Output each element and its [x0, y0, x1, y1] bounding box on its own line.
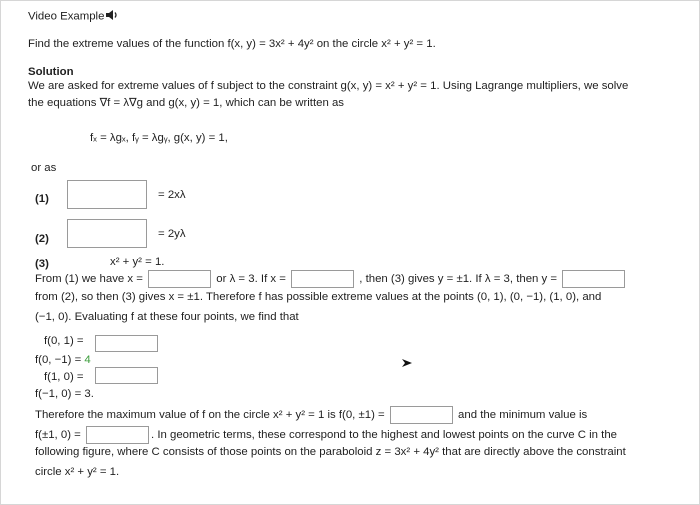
- from-line2: from (2), so then (3) gives x = ±1. Therefore f has possible extreme values at the points (0, 1), (0, −1), (1, 0), and: [35, 291, 602, 303]
- eval-f-1-0-label: f(1, 0) =: [44, 371, 84, 383]
- conclusion-p1: Therefore the maximum value of f on the circle x² + y² = 1 is f(0, ±1) =: [35, 409, 385, 422]
- problem-statement: [28, 38, 436, 50]
- or-as-label: or as: [31, 162, 57, 174]
- conclusion-line2: [35, 426, 617, 444]
- eval-f-neg1-0-label: f(−1, 0) =: [35, 388, 82, 400]
- eval-f-1-0-box[interactable]: [95, 367, 158, 384]
- max-value-box[interactable]: [390, 406, 453, 424]
- conclusion-line1: [35, 406, 587, 424]
- cursor-arrow-icon: [401, 358, 413, 371]
- eval-f-0-1-label: f(0, 1) =: [44, 335, 84, 347]
- conclusion-p2: and the minimum value is: [458, 409, 588, 422]
- lagrange-equations: fₓ = λgₓ, fᵧ = λgᵧ, g(x, y) = 1,: [90, 132, 228, 144]
- video-example-title[interactable]: [28, 9, 119, 24]
- problem-prefix: Find the extreme values of the function: [28, 38, 228, 50]
- eval-f-1-0: [44, 371, 84, 383]
- solution-intro-line2: the equations ∇f = λ∇g and g(x, y) = 1, which can be written as: [28, 97, 344, 109]
- eq1-label: (1): [35, 193, 49, 205]
- from-p2: or λ = 3. If x =: [216, 273, 286, 286]
- min-value-box[interactable]: [86, 426, 149, 444]
- problem-mid: on the circle: [313, 38, 382, 50]
- eval-f-neg1-0: [35, 388, 94, 400]
- conclusion-p3: f(±1, 0) =: [35, 429, 81, 442]
- conclusion-line4: circle x² + y² = 1.: [35, 466, 120, 478]
- eq2-answer-box[interactable]: [67, 219, 147, 248]
- conclusion-p4: . In geometric terms, these correspond to the highest and lowest points on the curve C in the: [151, 429, 618, 442]
- problem-function: f(x, y) = 3x² + 4y²: [227, 38, 314, 50]
- eval-f-0-neg1-label: f(0, −1) =: [35, 354, 82, 366]
- eq3-label: (3): [35, 258, 49, 270]
- eval-f-0-1-box[interactable]: [95, 335, 158, 352]
- title-text: Video Example: [28, 10, 105, 23]
- eval-f-0-neg1: [35, 354, 91, 366]
- from-line3: (−1, 0). Evaluating f at these four points, we find that: [35, 311, 299, 323]
- eq1-answer-box[interactable]: [67, 180, 147, 209]
- eval-f-0-neg1-value: 4: [84, 354, 91, 366]
- eq2-label: (2): [35, 233, 49, 245]
- problem-constraint: x² + y² = 1.: [381, 38, 436, 50]
- eq3-expression: x² + y² = 1.: [110, 256, 165, 268]
- conclusion-line3: following figure, where C consists of those points on the paraboloid z = 3x² + 4y² that are directly above the constraint: [35, 446, 626, 458]
- eval-f-neg1-0-value: 3.: [84, 388, 94, 400]
- solution-heading: Solution: [28, 66, 74, 78]
- y-value-box[interactable]: [562, 270, 625, 288]
- eval-f-0-1: [44, 335, 84, 347]
- from-line1: [35, 270, 627, 288]
- x-value-box[interactable]: [148, 270, 211, 288]
- solution-intro-line1: We are asked for extreme values of f subject to the constraint g(x, y) = x² + y² = 1. Using Lagrange multipliers, we solve: [28, 80, 629, 92]
- eq2-rhs: = 2yλ: [158, 228, 186, 240]
- from-p1: From (1) we have x =: [35, 273, 143, 286]
- eq1-rhs: = 2xλ: [158, 189, 186, 201]
- speaker-icon[interactable]: [105, 9, 119, 24]
- from-p3: , then (3) gives y = ±1. If λ = 3, then y =: [359, 273, 558, 286]
- if-x-box[interactable]: [291, 270, 354, 288]
